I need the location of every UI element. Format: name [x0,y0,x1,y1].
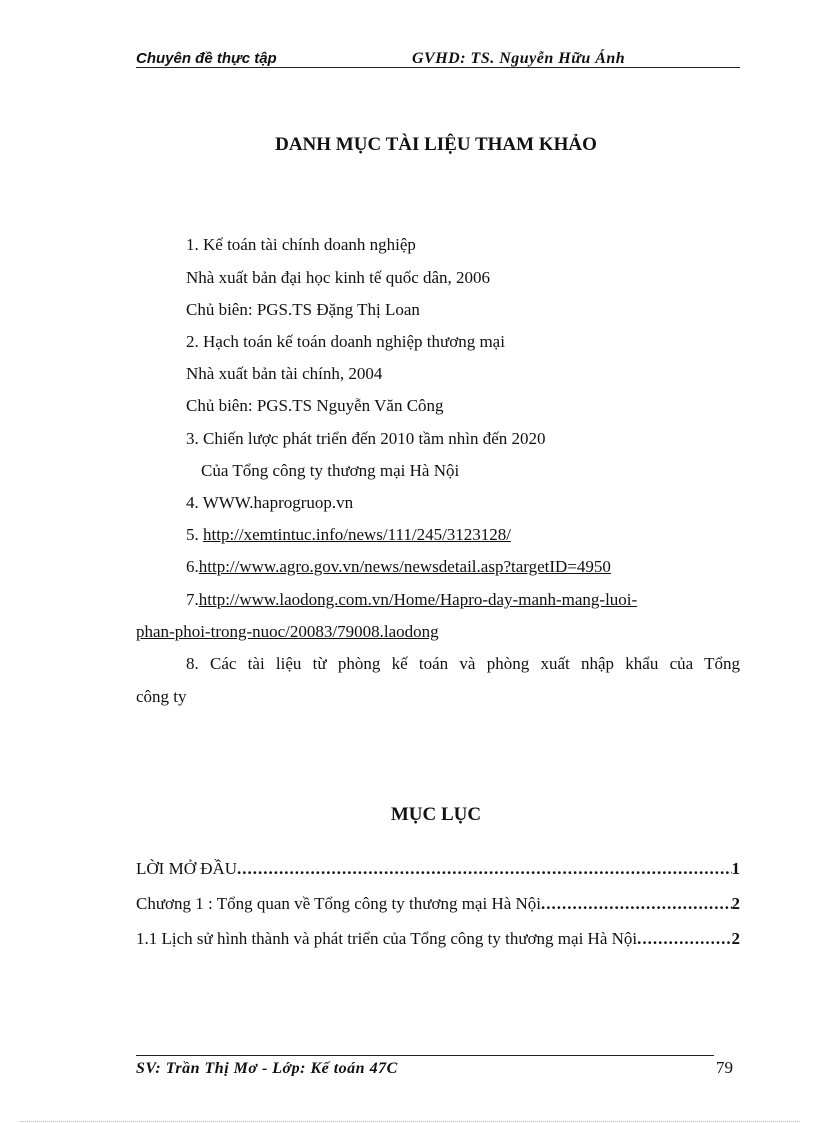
reference-number: 5. [186,525,203,544]
toc-page-number: 2 [731,894,740,913]
toc-leader [637,929,731,949]
reference-line: Nhà xuất bản đại học kinh tế quốc dân, 2006 [186,268,491,287]
reference-line: 8. Các tài liệu từ phòng kế toán và phòng xuất nhập khẩu của Tổng [186,654,740,673]
toc-entry-text: LỜI MỞ ĐẦU [136,859,238,878]
toc-entry-text: Chương 1 : Tổng quan về Tổng công ty thương mại Hà Nội [136,894,542,913]
toc-leader [541,894,731,914]
reference-number: 7. [186,590,199,609]
reference-line: Của Tổng công ty thương mại Hà Nội [201,461,460,480]
header-rule [136,67,740,68]
reference-line: 3. Chiến lược phát triển đến 2010 tầm nhìn đến 2020 [186,429,546,448]
page-number: 79 [716,1058,733,1077]
footer-student: SV: Trần Thị Mơ - Lớp: Kế toán 47C [136,1060,398,1076]
reference-link[interactable]: http://xemtintuc.info/news/111/245/3123128/ [203,525,512,544]
reference-line: công ty [136,687,187,706]
reference-link[interactable]: phan-phoi-trong-nuoc/20083/79008.laodong [136,622,439,641]
reference-line: Nhà xuất bản tài chính, 2004 [186,364,383,383]
references-title: DANH MỤC TÀI LIỆU THAM KHẢO [275,134,597,155]
reference-link[interactable]: http://www.laodong.com.vn/Home/Hapro-day-manh-mang-luoi- [198,590,638,609]
reference-line: 4. WWW.haprogruop.vn [186,493,354,512]
reference-item-7-continued [136,622,439,642]
reference-item-7 [186,590,637,610]
header-subject: Chuyên đề thực tập [136,50,277,67]
reference-number: 6. [186,557,199,576]
header-advisor: GVHD: TS. Nguyễn Hữu Ánh [412,50,626,67]
toc-entry-text: 1.1 Lịch sử hình thành và phát triển của Tổng công ty thương mại Hà Nội [136,929,638,948]
reference-line: 2. Hạch toán kế toán doanh nghiệp thương mại [186,332,505,351]
reference-line: Chủ biên: PGS.TS Nguyễn Văn Công [186,396,444,415]
toc-entry[interactable] [136,929,740,949]
toc-leader [237,859,731,879]
toc-page-number: 2 [731,929,740,948]
reference-line: Chủ biên: PGS.TS Đặng Thị Loan [186,300,420,319]
reference-item-5 [186,525,511,545]
toc-page-number: 1 [731,859,740,878]
toc-title: MỤC LỤC [390,804,482,825]
reference-link[interactable]: http://www.agro.gov.vn/news/newsdetail.asp?targetID=4950 [198,557,611,576]
footer-rule [136,1055,714,1056]
toc-entry[interactable] [136,859,740,879]
page-bottom-border [20,1121,800,1122]
reference-item-6 [186,557,611,577]
reference-line: 1. Kế toán tài chính doanh nghiệp [186,235,416,254]
toc-entry[interactable] [136,894,740,914]
